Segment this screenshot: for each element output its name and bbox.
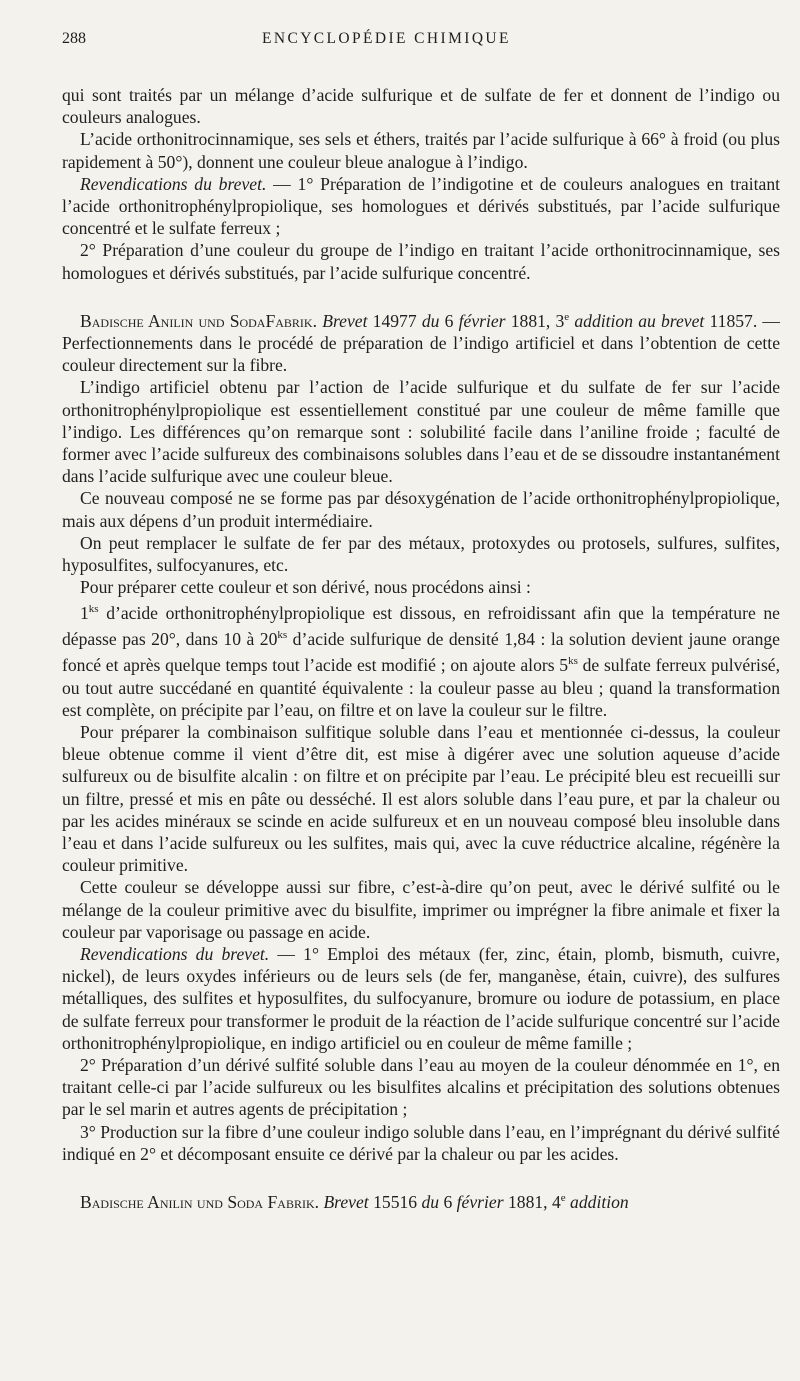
patent-du: du <box>421 310 440 331</box>
patent-day: 6 <box>439 1191 457 1212</box>
company-name: Badische Anilin und SodaFabrik. <box>80 310 317 331</box>
patent-year: 1881, 3 <box>505 310 565 331</box>
paragraph-text: 2° Préparation d’une couleur du groupe de l’indigo en traitant l’acide orthonitrocinnamique, ses homologues et dérivés substitués, par l’acide sulfurique concentré. <box>62 240 780 283</box>
paragraph <box>62 532 780 576</box>
paragraph <box>62 721 780 876</box>
paragraph-text: — 1° Préparation de l’indigotine et de couleurs analogues en traitant l’acide orthonitrophénylpropiolique, ses homologues et dérivés substitués, par l’acide sulfurique concentré et le sulfate ferreux ; <box>62 173 781 239</box>
paragraph <box>62 173 780 240</box>
patent-year: 1881, 4 <box>503 1191 561 1212</box>
unit-kg: ks <box>568 655 578 668</box>
patent-number: 15516 <box>368 1191 422 1212</box>
text-fragment: de sulfate ferreux pulvérisé, ou tout autre succédané en quantité équivalente : la couleur passe au bleu ; quand la transformation est complète, on précipite par l’eau, on filtre et on lave la couleur sur le filtre. <box>62 655 781 720</box>
paragraph <box>62 1187 780 1213</box>
patent-du: du <box>421 1191 440 1212</box>
paragraph <box>62 128 780 172</box>
paragraph-text: — 1° Emploi des métaux (fer, zinc, étain, plomb, bismuth, cuivre, nickel), de leurs oxydes inférieurs ou de leurs sels (de fer, manganèse, étain, cuivre), des sulfures métalliques, des sulfites et hyposulfites, du sulfocyanure, bromure ou iodure de potassium, en place de sulfate ferreux pour transformer le produit de la réaction de l’acide sulfurique concentré sur l’acide orthonitrophénylpropiolique, en indigo artificiel ou en couleur de même famille ; <box>62 943 780 1053</box>
unit-kg: ks <box>277 629 288 642</box>
paragraph-gap <box>62 284 780 306</box>
paragraph <box>62 1054 780 1121</box>
patent-title: 11857. — Perfectionnements dans le procédé de préparation de l’indigo artificiel et dans l’obtention de cette couleur directement sur la fibre. <box>62 310 781 376</box>
addition-label: addition au brevet <box>569 310 705 331</box>
patent-label: Brevet <box>322 310 368 331</box>
text-fragment: 1 <box>80 603 89 624</box>
paragraph-text: 2° Préparation d’un dérivé sulfité soluble dans l’eau au moyen de la couleur dénommée en 1°, en traitant celle-ci par l’acide sulfureux ou les bisulfites alcalins et précipitation des solutions obtenues par le sel marin et autres agents de précipitation ; <box>62 1054 780 1120</box>
patent-month: février <box>458 310 506 331</box>
paragraph-gap <box>62 1165 780 1187</box>
addition-label: addition <box>565 1191 629 1212</box>
paragraph-text: qui sont traités par un mélange d’acide sulfurique et de sulfate de fer et donnent de l’indigo ou couleurs analogues. <box>62 85 780 128</box>
paragraph-text: L’indigo artificiel obtenu par l’action de l’acide sulfurique et du sulfate de fer sur l’acide orthonitrophénylpropiolique est essentiellement constitué par une couleur de même famille que l’indigo. Les différences qu’on remarque sont : solubilité facile dans l’aniline froide ; faculté de former avec l’acide sulfureux des combinaisons solubles dans l’eau et de se dissoudre instantanément dans l’acide sulfurique avec une couleur bleue. <box>62 377 780 487</box>
claims-heading: Revendications du brevet. <box>80 943 270 964</box>
paragraph <box>62 376 780 487</box>
paragraph <box>62 876 780 943</box>
unit-kg: ks <box>88 603 99 616</box>
patent-number: 14977 <box>367 310 422 331</box>
paragraph <box>62 306 780 376</box>
company-name: Badische Anilin und Soda Fabrik. <box>80 1191 320 1212</box>
page-number: 288 <box>62 30 86 47</box>
paragraph-text: Cette couleur se développe aussi sur fibre, c’est-à-dire qu’on peut, avec le dérivé sulfité ou le mélange de la couleur primitive avec du bisulfite, imprimer ou imprégner la fibre animale et fixer la couleur par vaporisage ou passage en acide. <box>62 877 780 942</box>
paragraph-text: On peut remplacer le sulfate de fer par des métaux, protoxydes ou protosels, sulfures, sulfites, hyposulfites, sulfocyanures, etc. <box>62 532 780 575</box>
paragraph <box>62 576 780 598</box>
patent-month: février <box>456 1191 504 1212</box>
running-head: ENCYCLOPÉDIE CHIMIQUE <box>262 30 511 47</box>
ordinal-suffix: e <box>560 1191 566 1204</box>
body-text <box>62 84 780 1213</box>
paragraph-text: Ce nouveau composé ne se forme pas par désoxygénation de l’acide orthonitrophénylpropiolique, mais aux dépens d’un produit intermédiaire. <box>62 488 780 531</box>
patent-day: 6 <box>439 310 459 331</box>
paragraph <box>62 239 780 283</box>
ordinal-suffix: e <box>564 310 570 323</box>
paragraph <box>62 598 780 721</box>
paragraph <box>62 943 780 1054</box>
patent-label: Brevet <box>323 1191 369 1212</box>
paragraph-text: Pour préparer cette couleur et son dérivé, nous procédons ainsi : <box>80 577 531 598</box>
paragraph-text: Pour préparer la combinaison sulfitique soluble dans l’eau et mentionnée ci-dessus, la couleur bleue obtenue comme il vient d’être dit, est mise à digérer avec une solution aqueuse d’acide sulfureux ou de bisulfite alcalin : on filtre et on précipite par l’eau. Le précipité bleu est recueilli sur un filtre, pressé et mis en pâte ou desséché. Il est alors soluble dans l’eau pure, et par la chaleur ou par les acides minéraux se scinde en acide sulfureux et en un nouveau composé bleu insoluble dans l’eau et dans l’acide sulfureux ou les sulfites, mais qui, avec la cuve réductrice alcaline, régénère la couleur primitive. <box>62 721 780 876</box>
paragraph-text: L’acide orthonitrocinnamique, ses sels et éthers, traités par l’acide sulfurique à 66° à froid (ou plus rapidement à 50°), donnent une couleur bleue analogue à l’indigo. <box>62 129 780 172</box>
paragraph <box>62 84 780 128</box>
paragraph <box>62 1121 780 1165</box>
page-header <box>62 30 780 70</box>
claims-heading: Revendications du brevet. <box>80 173 267 194</box>
paragraph <box>62 487 780 531</box>
paragraph-text: 3° Production sur la fibre d’une couleur indigo soluble dans l’eau, en l’imprégnant du dérivé sulfité indiqué en 2° et décomposant ensuite ce dérivé par la chaleur ou par les acides. <box>62 1121 780 1164</box>
text-fragment: d’acide sulfurique de densité 1,84 : la solution devient jaune orange foncé et après quelque temps tout l’acide est modifié ; on ajoute alors 5 <box>62 629 780 676</box>
text-fragment: d’acide orthonitrophénylpropiolique est dissous, en refroidissant afin que la température ne dépasse pas 20°, dans 10 à 20 <box>62 603 780 650</box>
